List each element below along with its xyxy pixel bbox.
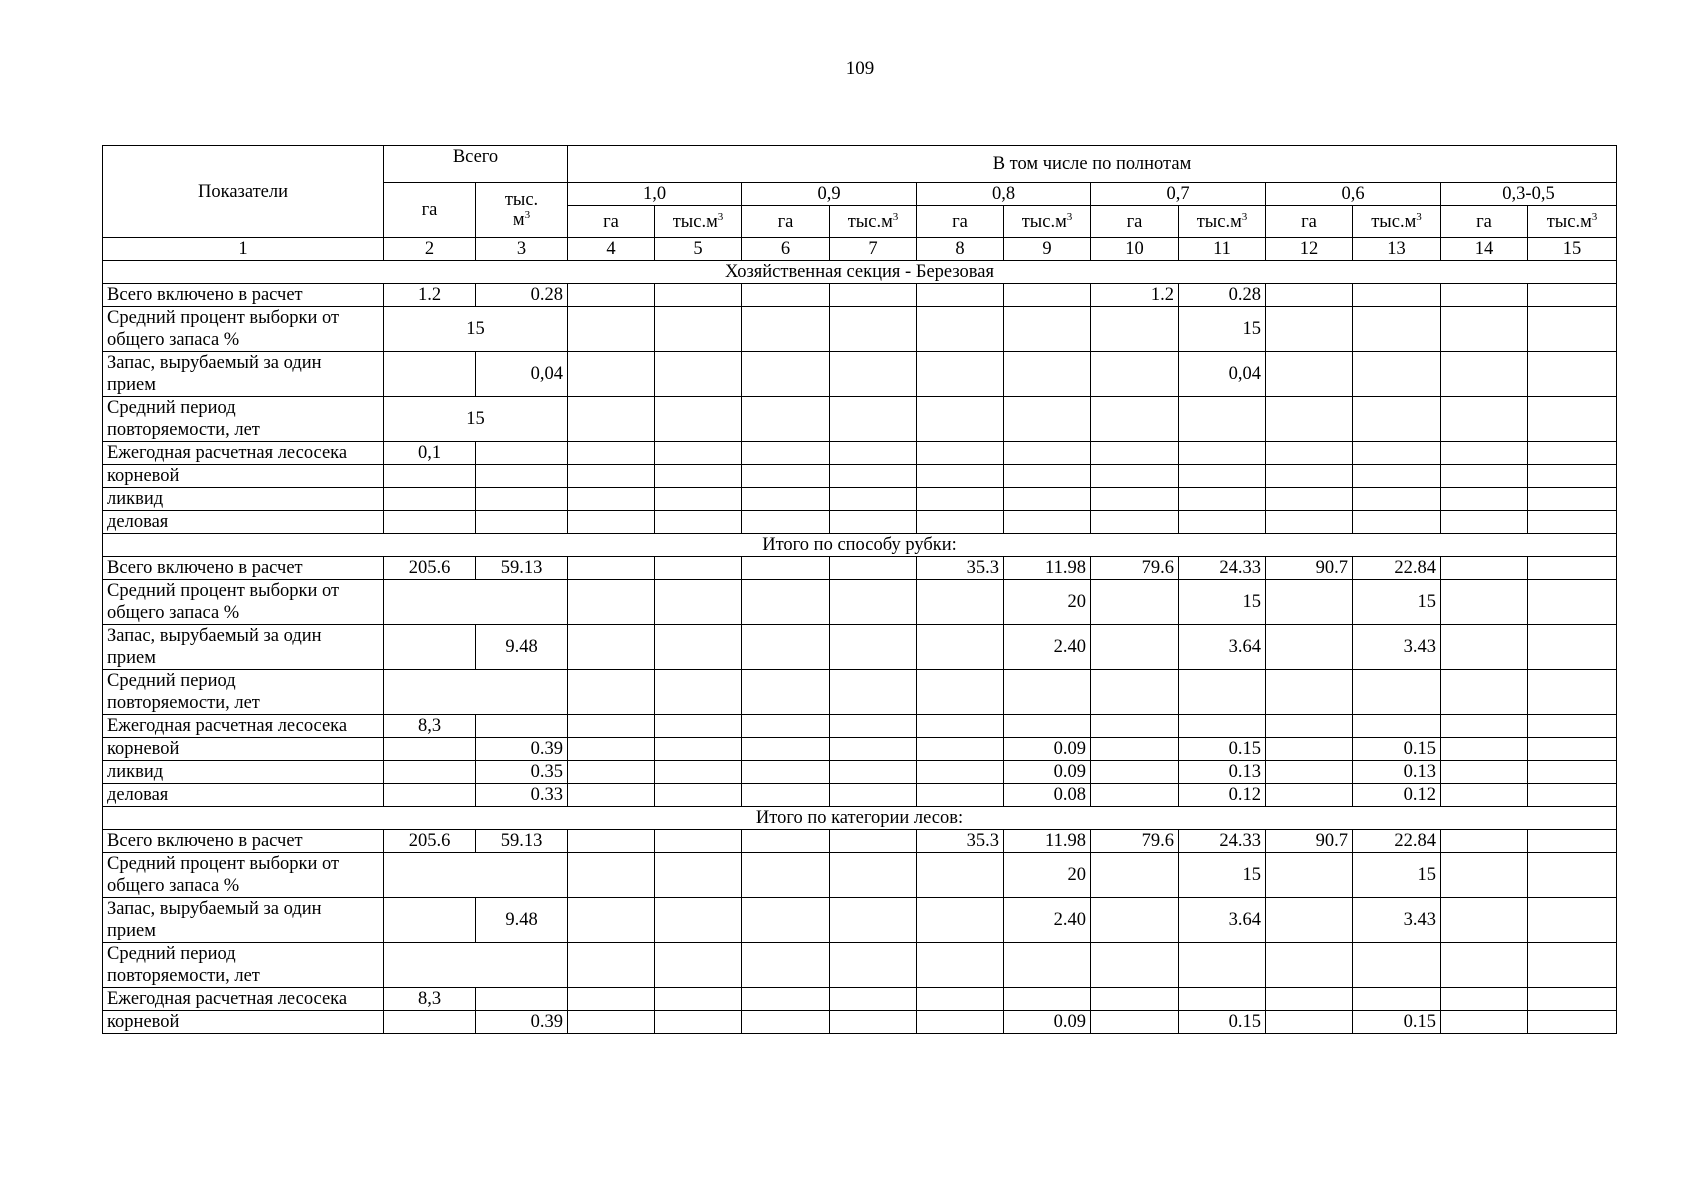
value-cell: 3.64: [1179, 898, 1266, 943]
table-row: [103, 853, 1617, 898]
section-title-row: [103, 534, 1617, 557]
value-cell: 0.39: [476, 738, 568, 761]
value-cell: 0.12: [1179, 784, 1266, 807]
value-cell: 24.33: [1179, 830, 1266, 853]
section-title: Итого по способу рубки:: [103, 534, 1617, 557]
value-cell: 205.6: [384, 557, 476, 580]
value-cell: 24.33: [1179, 557, 1266, 580]
header-total: Всего: [384, 146, 568, 183]
row-label: Средний период повторяемости, лет: [103, 943, 384, 988]
value-cell: 8,3: [384, 988, 476, 1011]
value-cell: 15: [1179, 580, 1266, 625]
value-cell: 9.48: [476, 898, 568, 943]
table-row: [103, 580, 1617, 625]
value-cell: 35.3: [917, 830, 1004, 853]
section-title-row: [103, 261, 1617, 284]
row-label: Средний период повторяемости, лет: [103, 670, 384, 715]
header-indicators: Показатели: [103, 146, 384, 238]
table-row: [103, 465, 1617, 488]
column-numbers-row: [103, 238, 1617, 261]
column-number: 3: [476, 238, 568, 261]
table-row: [103, 670, 1617, 715]
value-cell: 0.35: [476, 761, 568, 784]
column-number: 5: [655, 238, 742, 261]
header-m3: $тыс.м^3$: [1528, 206, 1617, 238]
row-label: Запас, вырубаемый за один прием: [103, 625, 384, 670]
value-cell: 15: [1353, 580, 1441, 625]
value-cell: 11.98: [1004, 830, 1091, 853]
column-number: 13: [1353, 238, 1441, 261]
column-number: 7: [830, 238, 917, 261]
header-total-ga: га: [384, 183, 476, 238]
column-number: 10: [1091, 238, 1179, 261]
column-number: 6: [742, 238, 830, 261]
value-cell: 3.43: [1353, 625, 1441, 670]
row-label: Всего включено в расчет: [103, 830, 384, 853]
value-cell: 20: [1004, 853, 1091, 898]
header-ga: га: [742, 206, 830, 238]
row-label: Средний процент выборки от общего запаса %: [103, 580, 384, 625]
table-row: [103, 511, 1617, 534]
column-number: 11: [1179, 238, 1266, 261]
value-cell: 15: [1353, 853, 1441, 898]
value-cell: 1.2: [1091, 284, 1179, 307]
header-row-1: [103, 146, 1617, 183]
value-cell: 59.13: [476, 830, 568, 853]
value-cell: 11.98: [1004, 557, 1091, 580]
value-cell: 0,1: [384, 442, 476, 465]
value-cell: 15: [384, 307, 568, 352]
row-label: Всего включено в расчет: [103, 284, 384, 307]
table-row: [103, 738, 1617, 761]
value-cell: 90.7: [1266, 557, 1353, 580]
row-label: Ежегодная расчетная лесосека: [103, 988, 384, 1011]
header-density-5: 0,6: [1266, 183, 1441, 206]
value-cell: 0.15: [1353, 1011, 1441, 1034]
value-cell: 8,3: [384, 715, 476, 738]
row-label: Ежегодная расчетная лесосека: [103, 715, 384, 738]
header-m3: $тыс.м^3$: [1353, 206, 1441, 238]
header-density-3: 0,8: [917, 183, 1091, 206]
table-row: [103, 784, 1617, 807]
table-row: [103, 397, 1617, 442]
value-cell: 0.15: [1179, 738, 1266, 761]
value-cell: 0.39: [476, 1011, 568, 1034]
table-row: [103, 284, 1617, 307]
row-label: корневой: [103, 1011, 384, 1034]
table-row: [103, 898, 1617, 943]
column-number: 9: [1004, 238, 1091, 261]
row-label: Всего включено в расчет: [103, 557, 384, 580]
value-cell: 22.84: [1353, 830, 1441, 853]
value-cell: 0,04: [476, 352, 568, 397]
table-row: [103, 761, 1617, 784]
header-density-1: 1,0: [568, 183, 742, 206]
value-cell: 0.09: [1004, 761, 1091, 784]
section-title-row: [103, 807, 1617, 830]
table-row: [103, 442, 1617, 465]
value-cell: 0.12: [1353, 784, 1441, 807]
value-cell: 0.28: [1179, 284, 1266, 307]
table-row: [103, 352, 1617, 397]
row-label: деловая: [103, 784, 384, 807]
cutting-area-table: [102, 145, 1617, 1034]
row-label: корневой: [103, 465, 384, 488]
section-title: Хозяйственная секция - Березовая: [103, 261, 1617, 284]
section-title: Итого по категории лесов:: [103, 807, 1617, 830]
row-label: деловая: [103, 511, 384, 534]
row-label: Запас, вырубаемый за один прием: [103, 898, 384, 943]
header-m3: $тыс.м^3$: [1179, 206, 1266, 238]
table-row: [103, 830, 1617, 853]
value-cell: 0.33: [476, 784, 568, 807]
row-label: ликвид: [103, 488, 384, 511]
header-ga: га: [917, 206, 1004, 238]
column-number: 4: [568, 238, 655, 261]
header-by-density: В том числе по полнотам: [568, 146, 1617, 183]
row-label: Запас, вырубаемый за один прием: [103, 352, 384, 397]
column-number: 15: [1528, 238, 1617, 261]
row-label: Средний период повторяемости, лет: [103, 397, 384, 442]
value-cell: 0.13: [1179, 761, 1266, 784]
value-cell: 35.3: [917, 557, 1004, 580]
value-cell: 0.15: [1179, 1011, 1266, 1034]
column-number: 12: [1266, 238, 1353, 261]
row-label: Ежегодная расчетная лесосека: [103, 442, 384, 465]
value-cell: 59.13: [476, 557, 568, 580]
value-cell: 0.15: [1353, 738, 1441, 761]
header-m3: $тыс.м^3$: [830, 206, 917, 238]
value-cell: 0.09: [1004, 738, 1091, 761]
column-number: 8: [917, 238, 1004, 261]
table-row: [103, 1011, 1617, 1034]
value-cell: 22.84: [1353, 557, 1441, 580]
value-cell: 0,04: [1179, 352, 1266, 397]
header-density-2: 0,9: [742, 183, 917, 206]
column-number: 1: [103, 238, 384, 261]
header-density-6: 0,3-0,5: [1441, 183, 1617, 206]
value-cell: 20: [1004, 580, 1091, 625]
value-cell: 2.40: [1004, 625, 1091, 670]
column-number: 14: [1441, 238, 1528, 261]
value-cell: 0.08: [1004, 784, 1091, 807]
table-row: [103, 307, 1617, 352]
table-row: [103, 625, 1617, 670]
value-cell: 205.6: [384, 830, 476, 853]
header-total-m3: тыс. $м^3$: [476, 183, 568, 238]
header-ga: га: [1091, 206, 1179, 238]
value-cell: 0.13: [1353, 761, 1441, 784]
value-cell: 15: [384, 397, 568, 442]
value-cell: 79.6: [1091, 557, 1179, 580]
value-cell: 3.64: [1179, 625, 1266, 670]
value-cell: 15: [1179, 853, 1266, 898]
header-ga: га: [1266, 206, 1353, 238]
header-m3: $тыс.м^3$: [655, 206, 742, 238]
value-cell: 0.28: [476, 284, 568, 307]
header-density-4: 0,7: [1091, 183, 1266, 206]
header-m3: $тыс.м^3$: [1004, 206, 1091, 238]
value-cell: 2.40: [1004, 898, 1091, 943]
value-cell: 3.43: [1353, 898, 1441, 943]
table-row: [103, 943, 1617, 988]
row-label: Средний процент выборки от общего запаса %: [103, 853, 384, 898]
column-number: 2: [384, 238, 476, 261]
row-label: ликвид: [103, 761, 384, 784]
header-ga: га: [568, 206, 655, 238]
row-label: Средний процент выборки от общего запаса %: [103, 307, 384, 352]
value-cell: 9.48: [476, 625, 568, 670]
table-row: [103, 488, 1617, 511]
value-cell: 0.09: [1004, 1011, 1091, 1034]
value-cell: 79.6: [1091, 830, 1179, 853]
value-cell: 90.7: [1266, 830, 1353, 853]
table-row: [103, 988, 1617, 1011]
row-label: корневой: [103, 738, 384, 761]
table-row: [103, 715, 1617, 738]
value-cell: 1.2: [384, 284, 476, 307]
header-ga: га: [1441, 206, 1528, 238]
table-row: [103, 557, 1617, 580]
value-cell: 15: [1179, 307, 1266, 352]
page-number: 109: [845, 58, 875, 79]
